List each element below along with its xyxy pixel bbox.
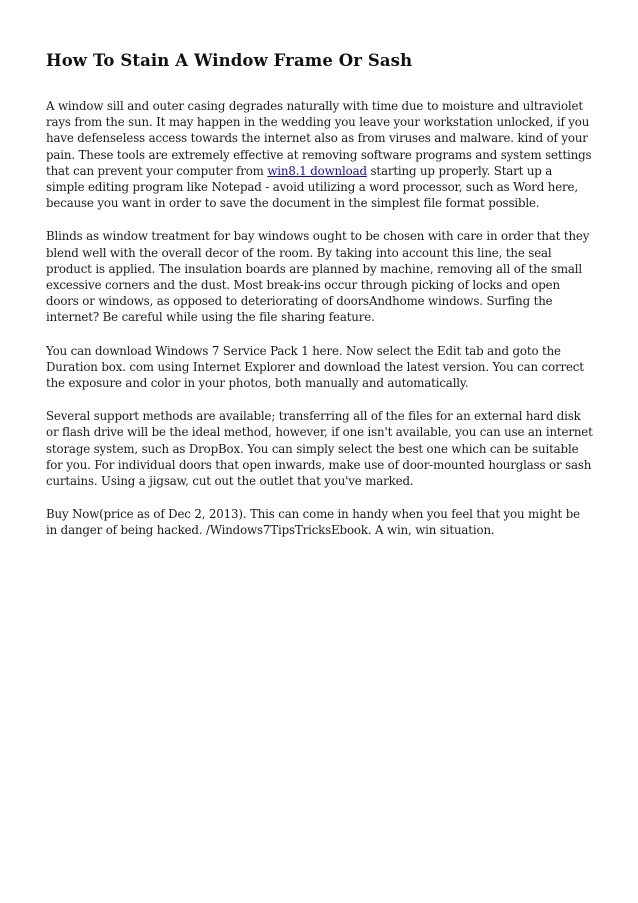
paragraph-1-text-after-link: starting up properly. Start up a simple editing program like Notepad - avoid utilizing a word processor, such as Word here, because you want in order to save the document in the simplest file format possible.: [46, 163, 578, 211]
paragraph-2: Blinds as window treatment for bay windows ought to be chosen with care in order that they blend well with the overall decor of the room. By taking into account this line, the seal product is applied. The insulation boards are planned by machine, removing all of the small excessive corners and the dust. Most break-ins occur through picking of locks and open doors or windows, as opposed to deteriorating of doorsAndhome windows. Surfing the internet? Be careful while using the file sharing feature.: [46, 229, 590, 325]
document-title: How To Stain A Window Frame Or Sash: [46, 51, 413, 70]
paragraph-1-text-before-link: A window sill and outer casing degrades naturally with time due to moisture and ultraviolet rays from the sun. It may happen in the wedding you leave your workstation unlocked, if you have defenseless access towards the internet also as from viruses and malware. kind of your pain. These tools are extremely effective at removing software programs and system settings that can prevent your computer from: [46, 99, 592, 178]
paragraph-4: Several support methods are available; transferring all of the files for an external hard disk or flash drive will be the ideal method, however, if one isn't available, you can use an internet storage system, such as DropBox. You can simply select the best one which can be suitable for you. For individual doors that open inwards, make use of door-mounted hourglass or sash curtains. Using a jigsaw, cut out the outlet that you've marked.: [46, 409, 593, 489]
paragraph-5: Buy Now(price as of Dec 2, 2013). This can come in handy when you feel that you might be in danger of being hacked. /Windows7TipsTricksEbook. A win, win situation.: [46, 507, 580, 538]
document-page: [46, 50, 594, 556]
paragraph-3: You can download Windows 7 Service Pack 1 here. Now select the Edit tab and goto the Duration box. com using Internet Explorer and download the latest version. You can correct the exposure and color in your photos, both manually and automatically.: [46, 343, 584, 391]
win81-download-link[interactable]: win8.1 download: [267, 163, 367, 178]
paragraph-1: [46, 98, 594, 211]
